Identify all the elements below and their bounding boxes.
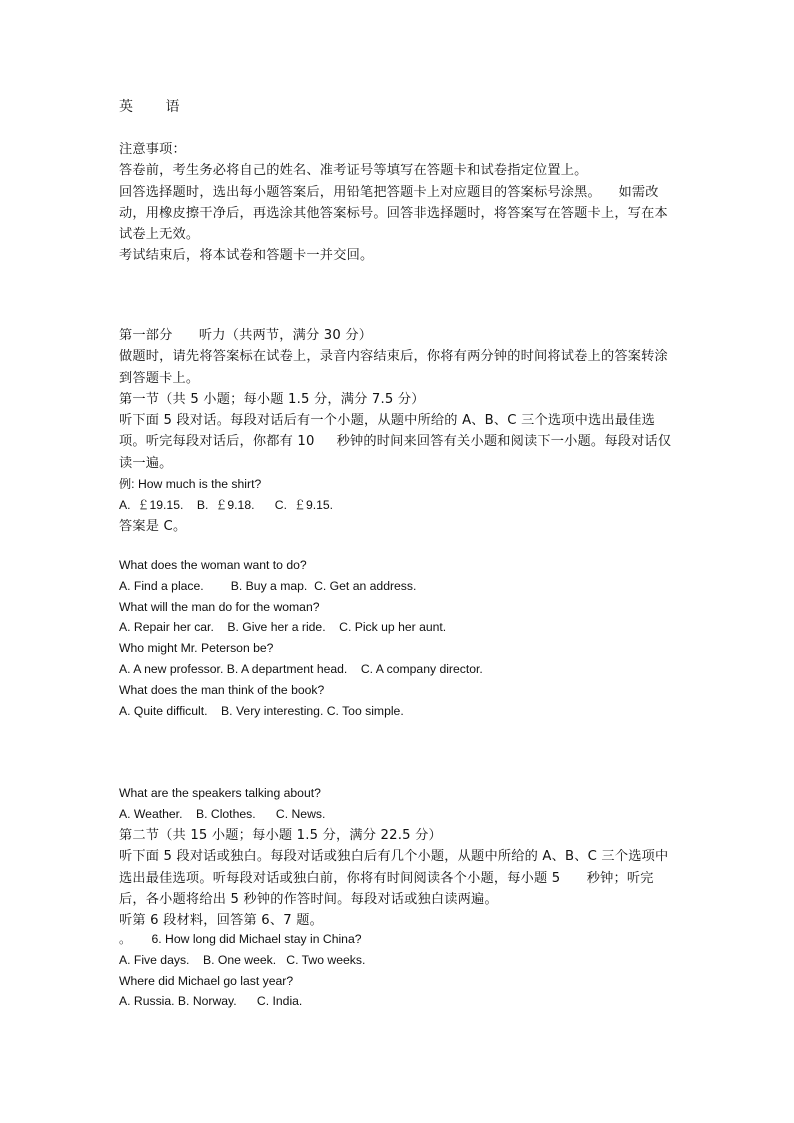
section2 [119, 825, 679, 931]
question-options: A. Quite difficult. B. Very interesting. C. Too simple. [119, 703, 404, 718]
part1-heading: 第一部分 听力（共两节，满分 30 分） [119, 328, 373, 343]
notice-heading: 注意事项： [119, 142, 186, 157]
part1-section [119, 325, 679, 537]
notice-item: 回答选择题时，选出每小题答案后，用铅笔把答题卡上对应题目的答案标号涂黑。 如需改动，用橡皮擦干净后，再选涂其他答案标号。回答非选择题时，将答案写在答题卡上，写在本试卷上无效。 [119, 184, 668, 243]
page-title: 英 语 [119, 99, 194, 115]
section1-heading: 第一节（共 5 小题；每小题 1.5 分，满分 7.5 分） [119, 391, 425, 407]
example-options: A. ￡19.15. B. ￡9.18. C. ￡9.15. [119, 497, 334, 512]
section1-instruction: 听下面 5 段对话。每段对话后有一个小题，从题中所给的 A、B、C 三个选项中选出最佳选项。听完每段对话后，你都有 10 秒钟的时间来回答有关小题和阅读下一小题。每段对话仅读一遍。 [119, 413, 672, 471]
notice-item: 答卷前，考生务必将自己的姓名、准考证号等填写在答题卡和试卷指定位置上。 [119, 163, 588, 179]
question-text: What will the man do for the woman? [119, 599, 320, 614]
question-list-a [119, 555, 679, 721]
material-label: 听第 6 段材料，回答第 6、7 题。 [119, 913, 323, 929]
question-options: A. Repair her car. B. Give her a ride. C. Pick up her aunt. [119, 620, 447, 635]
notice-item: 考试结束后，将本试卷和答题卡一并交回。 [119, 248, 374, 264]
question-text: What does the man think of the book? [119, 682, 325, 697]
section2-instruction: 听下面 5 段对话或独白。每段对话或独白后有几个小题，从题中所给的 A、B、C 三个选项中选出最佳选项。听每段对话或独白前，你将有时间阅读各个小题，每小题 5 秒钟；听完后，各小题将给出 5 秒钟的作答时间。每段对话或独白读两遍。 [119, 849, 669, 907]
question-b [119, 783, 679, 825]
question-options: A. Weather. B. Clothes. C. News. [119, 806, 326, 821]
example-answer: 答案是 C。 [119, 518, 187, 534]
question-text: What does the woman want to do? [119, 558, 307, 572]
question-options: A. Russia. B. Norway. C. India. [119, 994, 303, 1009]
question-options: A. A new professor. B. A department head. C. A company director. [119, 661, 483, 676]
question-options: A. Find a place. B. Buy a map. C. Get an address. [119, 578, 417, 593]
part1-instruction: 做题时，请先将答案标在试卷上，录音内容结束后，你将有两分钟的时间将试卷上的答案转涂到答题卡上。 [119, 349, 668, 386]
question-list-c [119, 929, 679, 1012]
question-text: Where did Michael go last year? [119, 973, 294, 988]
question-text: 。 6. How long did Michael stay in China? [119, 932, 362, 946]
question-text: Who might Mr. Peterson be? [119, 641, 274, 656]
section2-heading: 第二节（共 15 小题；每小题 1.5 分，满分 22.5 分） [119, 828, 442, 843]
question-text: What are the speakers talking about? [119, 786, 321, 800]
question-options: A. Five days. B. One week. C. Two weeks. [119, 952, 366, 967]
example-question: 例: How much is the shirt? [119, 477, 262, 492]
notice-section [119, 139, 679, 267]
